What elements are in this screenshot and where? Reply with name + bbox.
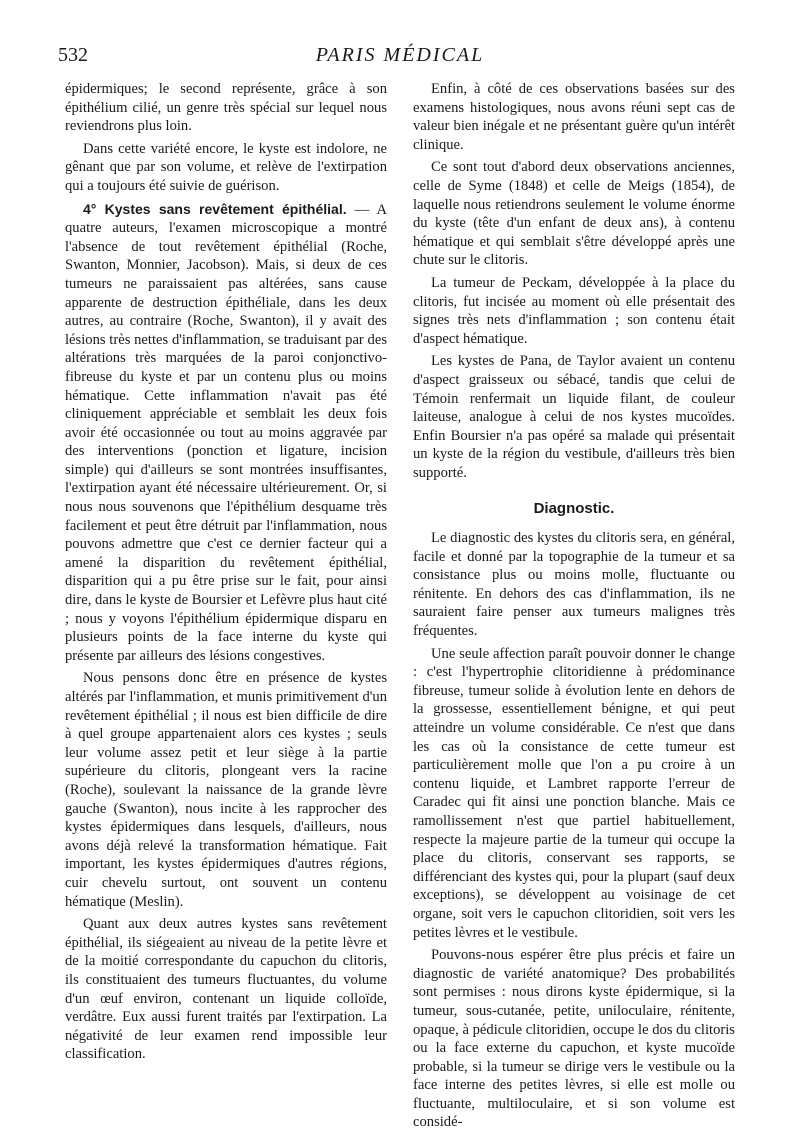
paragraph: Les kystes de Pana, de Taylor avaient un contenu d'aspect graisseux ou sébacé, tandis que celui de Témoin renfermait un liquide filant, de couleur laiteuse, analogue à celui de nos kystes mucoïdes. Enfin Boursier n'a pas opéré sa malade qui présentait un kyste de la région du vestibule, d'ailleurs très bien supporté. bbox=[413, 353, 735, 481]
paragraph bbox=[65, 200, 387, 666]
page-header bbox=[58, 40, 742, 74]
subsection-heading: 4° Kystes sans revêtement épithélial. bbox=[83, 200, 347, 217]
paragraph: Enfin, à côté de ces observations basées sur des examens histologiques, nous avons réuni sept cas de valeur bien inégale et ne présentant guère qu'un intérêt clinique. bbox=[413, 81, 735, 153]
paragraph: La tumeur de Peckam, développée à la place du clitoris, fut incisée au moment où elle présentait des signes très nets d'inflammation ; son contenu était d'aspect hématique. bbox=[413, 274, 735, 347]
paragraph-text: — A quatre auteurs, l'examen microscopique a montré l'absence de tout revêtement épithélial (Roche, Swanton, Monnier, Jacobson). Mais, si deux de ces tumeurs ne paraissaient pas altérées, sans cause apparente de destruction épithéliale, dans les deux autres, au contraire (Roche, Swanton), il y avait des lésions très nettes d'inflammation, se traduisant par des altérations très marquées de la paroi conjonctivo-fibreuse du kyste et par un contenu plus ou moins hématique. Cette inflammation n'avait pas été cliniquement appréciable et semblait les deux fois avoir été occasionnée ou tout au moins aggravée par des interventions (ponction et ligature, incision simple) qui d'ailleurs se sont montrées insuffisantes, l'extirpation ayant été nécessaire ultérieurement. Or, si nous nous souvenons que l'épithélium desquame très facilement et peut être détruit par l'inflammation, nous pouvons admettre que c'est ce dernier facteur qui a amené la disparition du revêtement épithélial, disparition qui a pu être prise sur le fait, pour ainsi dire, dans le kyste de Boursier et Lefèvre plus haut cité ; nous y voyons l'épithélium épidermique disparu en plusieurs points de la face interne du kyste qui présente par ailleurs des lésions congestives. bbox=[65, 201, 388, 664]
paragraph: Nous pensons donc être en présence de kystes altérés par l'inflammation, et munis primitivement d'un revêtement épithélial ; il nous est bien difficile de dire à quel groupe appartenaient alors ces kystes ; seuls leur volume assez petit et leur siège à la partie supérieure du clitoris, plongeant vers la racine (Roche), soulevant la naissance de la grande lèvre gauche (Swanton), nous incite à les rapprocher des kystes épidermiques dans lesquels, d'ailleurs, nous avons déjà relevé la transformation hématique. Fait important, les kystes épidermiques d'autres régions, cuir chevelu surtout, ont souvent un contenu hématique (Meslin). bbox=[65, 670, 387, 910]
right-column bbox=[413, 80, 735, 1136]
paragraph: épidermiques; le second représente, grâce à son épithélium cilié, un genre très spécial sur lequel nous reviendrons plus loin. bbox=[65, 81, 387, 135]
left-column bbox=[65, 80, 387, 1068]
paragraph: Une seule affection paraît pouvoir donner le change : c'est l'hypertrophie clitoridienne à prédominance fibreuse, tumeur solide à évolution lente en dehors de la grossesse, essentiellement bénigne, et qui peut atteindre un volume considérable. Ce n'est que dans les cas où la consistance de cette tumeur est particulièrement molle que l'on a pu croire à un contenu liquide, et Lambret rapporte l'erreur de Caradec qui fit ainsi une ponction blanche. Mais ce ramollissement n'est que partiel habituellement, respecte la majeure partie de la tumeur qui occupe la place du clitoris, conservant ses rapports, se différenciant des kystes qui, pour la plupart (sauf deux exceptions), se développent au voisinage de cet organe, soit vers le capuchon clitoridien, soit vers les petites lèvres et le vestibule. bbox=[413, 645, 735, 941]
page-number: 532 bbox=[58, 44, 88, 66]
paragraph: Dans cette variété encore, le kyste est indolore, ne gênant que par son volume, et relève de l'extirpation qui a toujours été suivie de guérison. bbox=[65, 140, 387, 194]
running-title: PARIS MÉDICAL bbox=[315, 44, 485, 66]
paragraph: Le diagnostic des kystes du clitoris sera, en général, facile et donné par la topographie de la tumeur et sa consistance plus ou moins molle, fluctuante ou rénitente. En dehors des cas d'inflammation, ils ne sauraient faire penser aux tumeurs malignes très fréquentes. bbox=[413, 530, 735, 640]
paragraph: Ce sont tout d'abord deux observations anciennes, celle de Syme (1848) et celle de Meigs (1854), de laquelle nous retiendrons seulement le volume énorme du kyste (tête d'un enfant de deux ans), à contenu hématique et qui semblait s'être développé après une chute sur le clitoris. bbox=[413, 159, 735, 269]
paragraph: Pouvons-nous espérer être plus précis et faire un diagnostic de variété anatomique? Des probabilités sont permises : nous dirons kyste épidermique, si la tumeur, sous-cutanée, petite, uniloculaire, rénitente, opaque, à pédicule clitoridien, occupe le dos du clitoris ou la face externe du capuchon, et kyste mucoïde probable, si la tumeur se dirige vers le vestibule ou la face interne des petites lèvres, si elle est molle ou fluctuante, multiloculaire, et si son volume est considé- bbox=[413, 947, 735, 1131]
paragraph: Quant aux deux autres kystes sans revêtement épithélial, ils siégeaient au niveau de la petite lèvre et de la moitié correspondante du capuchon du clitoris, ils constituaient des tumeurs fluctuantes, du volume d'un œuf environ, contenant un liquide colloïde, verdâtre. Eux aussi furent traités par l'extirpation. La négativité de leur examen rend impossible leur classification. bbox=[65, 916, 387, 1063]
section-heading-diagnostic: Diagnostic. bbox=[533, 500, 615, 518]
